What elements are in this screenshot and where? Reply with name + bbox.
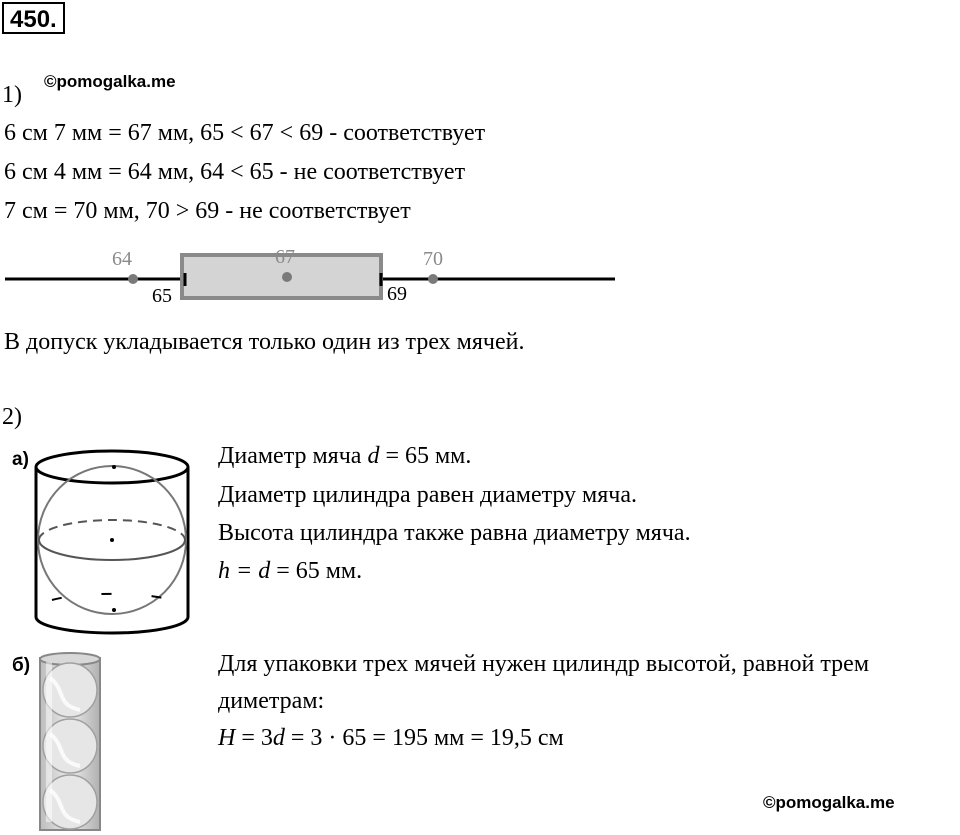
figure-a-label: а) [12,449,29,470]
tennis-ball-tube-figure [36,650,106,835]
number-line-diagram [0,240,640,310]
part2b-line-1: Для упаковки трех мячей нужен цилиндр высотой, равной трем [218,651,870,677]
part1-line-3: 7 см = 70 мм, 70 > 69 - не соответствует [4,198,411,224]
part2-label: 2) [2,404,22,430]
part2b-line-2: диметрам: [218,688,325,714]
point-67 [282,272,292,282]
problem-number: 450. [2,2,65,34]
part2a-line-2: Диаметр цилиндра равен диаметру мяча. [218,482,638,508]
part1-line-1: 6 см 7 мм = 67 мм, 65 < 67 < 69 - соответствует [4,120,486,146]
watermark-top: ©pomogalka.me [44,72,176,91]
label-69: 69 [387,283,407,305]
part1-label: 1) [2,82,22,108]
label-65: 65 [152,285,172,307]
part2a-line-3: Высота цилиндра также равна диаметру мяча. [218,520,691,546]
cylinder-ball-figure [30,445,205,635]
figure-b-label: б) [12,655,31,676]
label-67: 67 [275,246,295,268]
point-70 [428,274,438,284]
watermark-bottom: ©pomogalka.me [763,793,895,812]
part2a-line-4: h = d = 65 мм. [218,558,363,584]
part1-line-2: 6 см 4 мм = 64 мм, 64 < 65 - не соответствует [4,159,466,185]
point-64 [128,274,138,284]
label-64: 64 [112,248,132,270]
part2a-line-1: Диаметр мяча d = 65 мм. [218,443,472,469]
part1-conclusion: В допуск укладывается только один из трех мячей. [4,329,525,355]
part2b-line-3: H = 3d = 3 · 65 = 195 мм = 19,5 см [218,725,564,751]
label-70: 70 [423,248,443,270]
